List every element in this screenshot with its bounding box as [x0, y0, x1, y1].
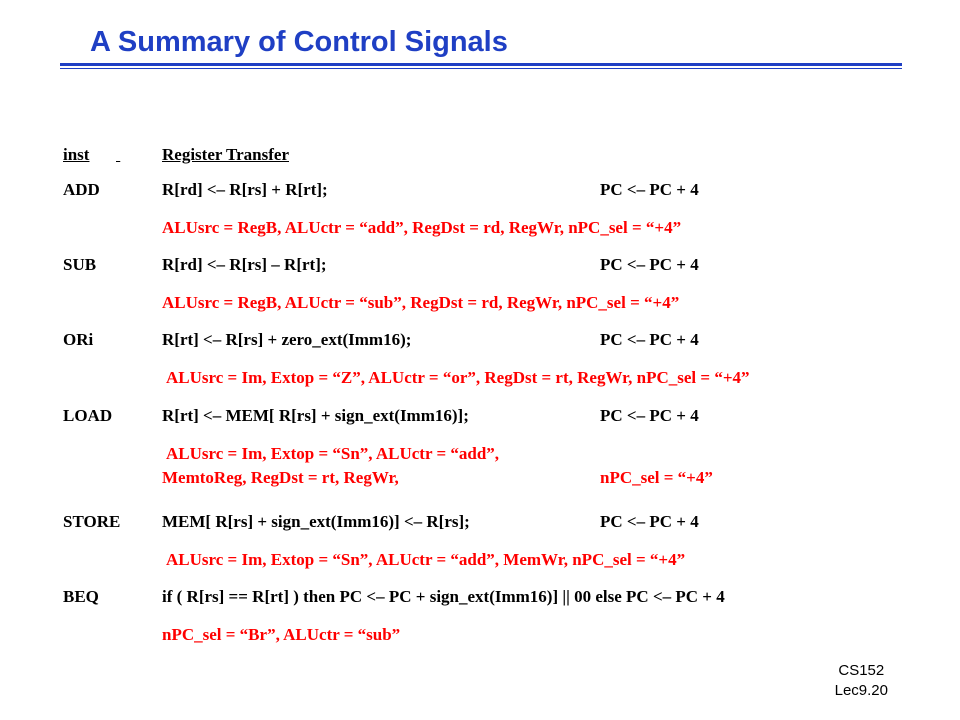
transfer-beq: if ( R[rs] == R[rt] ) then PC <– PC + sign_ext(Imm16)] || 00 else PC <– PC + 4	[162, 587, 725, 606]
inst-add: ADD	[63, 180, 100, 199]
signals-load-line2-npc: nPC_sel = “+4”	[600, 468, 713, 487]
inst-store: STORE	[63, 512, 121, 531]
title-underline	[60, 63, 902, 66]
transfer-store: MEM[ R[rs] + sign_ext(Imm16)] <– R[rs];	[162, 512, 470, 531]
title-underline-thin	[60, 68, 902, 69]
pc-load: PC <– PC + 4	[600, 406, 699, 425]
header-inst-underline-spacer	[116, 145, 162, 165]
header-register-transfer: Register Transfer	[162, 145, 289, 164]
transfer-ori: R[rt] <– R[rs] + zero_ext(Imm16);	[162, 330, 412, 349]
pc-store: PC <– PC + 4	[600, 512, 699, 531]
pc-ori: PC <– PC + 4	[600, 330, 699, 349]
signals-load-line1: ALUsrc = Im, Extop = “Sn”, ALUctr = “add”,	[166, 444, 500, 463]
signals-store: ALUsrc = Im, Extop = “Sn”, ALUctr = “add”, MemWr, nPC_sel = “+4”	[166, 550, 686, 569]
inst-ori: ORi	[63, 330, 94, 349]
transfer-load: R[rt] <– MEM[ R[rs] + sign_ext(Imm16)];	[162, 406, 469, 425]
header-inst: inst	[63, 145, 90, 164]
footer-lecture: Lec9.20	[834, 682, 888, 699]
pc-add: PC <– PC + 4	[600, 180, 699, 199]
signals-beq: nPC_sel = “Br”, ALUctr = “sub”	[162, 625, 401, 644]
signals-load-line2: MemtoReg, RegDst = rt, RegWr,	[162, 468, 399, 487]
pc-sub: PC <– PC + 4	[600, 255, 699, 274]
signals-sub: ALUsrc = RegB, ALUctr = “sub”, RegDst = rd, RegWr, nPC_sel = “+4”	[162, 293, 680, 312]
transfer-sub: R[rd] <– R[rs] – R[rt];	[162, 255, 327, 274]
inst-load: LOAD	[63, 406, 113, 425]
signals-ori: ALUsrc = Im, Extop = “Z”, ALUctr = “or”, RegDst = rt, RegWr, nPC_sel = “+4”	[166, 368, 750, 387]
footer-course: CS152	[838, 662, 885, 679]
inst-beq: BEQ	[63, 587, 99, 606]
transfer-add: R[rd] <– R[rs] + R[rt];	[162, 180, 328, 199]
slide-title: A Summary of Control Signals	[90, 26, 508, 58]
signals-add: ALUsrc = RegB, ALUctr = “add”, RegDst = rd, RegWr, nPC_sel = “+4”	[162, 218, 682, 237]
slide-footer	[835, 661, 888, 701]
inst-sub: SUB	[63, 255, 97, 274]
